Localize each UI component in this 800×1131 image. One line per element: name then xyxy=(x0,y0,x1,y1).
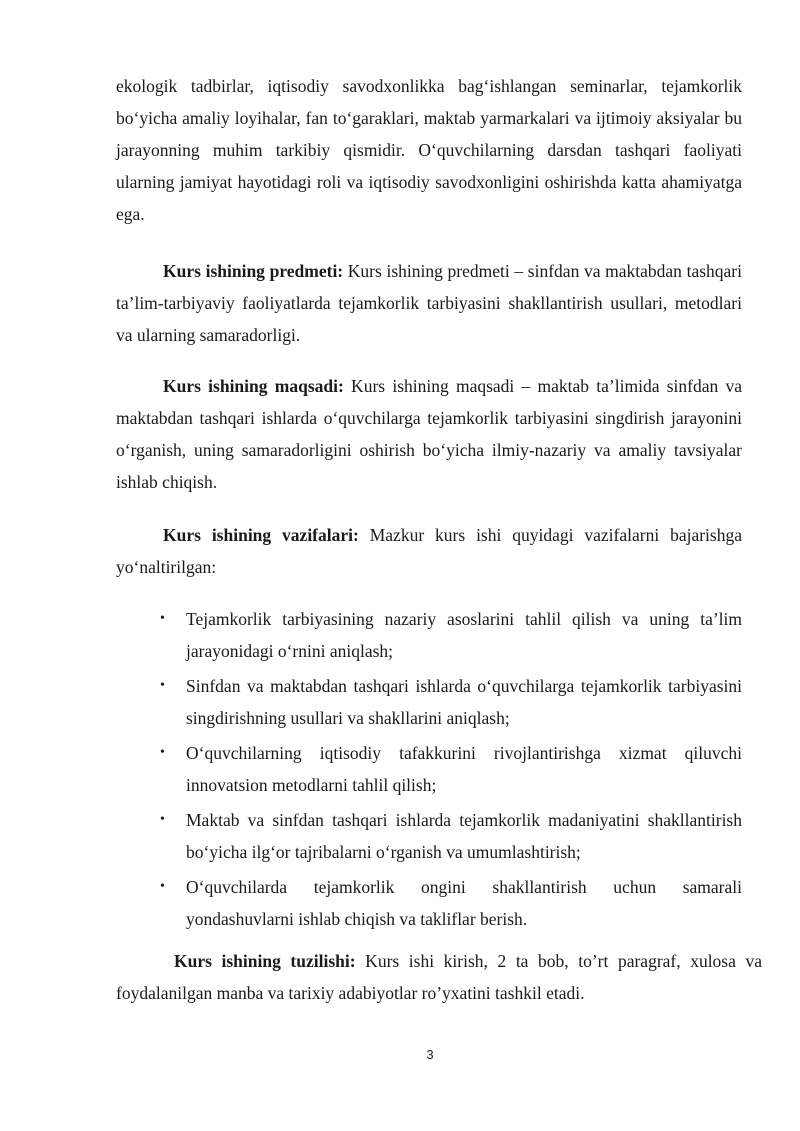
bullet-icon: • xyxy=(160,678,165,693)
subject-paragraph xyxy=(116,255,742,351)
list-item xyxy=(160,603,742,667)
bullet-icon: • xyxy=(160,745,165,760)
list-item-text: Sinfdan va maktabdan tashqari ishlarda o‘quvchilarga tejamkorlik tarbiyasini singdirishning usullari va shakllarini aniqlash; xyxy=(186,676,742,728)
list-item xyxy=(160,871,742,935)
bullet-icon: • xyxy=(160,611,165,626)
structure-label: Kurs ishining tuzilishi: xyxy=(174,951,356,971)
bullet-icon: • xyxy=(160,812,165,827)
list-item-text: Tejamkorlik tarbiyasining nazariy asoslarini tahlil qilish va uning ta’lim jarayonidagi o‘rnini aniqlash; xyxy=(186,609,742,661)
list-item xyxy=(160,737,742,801)
tasks-list xyxy=(160,603,742,938)
goal-text: Kurs ishining maqsadi – maktab ta’limida sinfdan va maktabdan tashqari ishlarda o‘quvchilarga tejamkorlik tarbiyasini singdirish jarayonini o‘rganish, uning samaradorligini oshirish bo‘yicha ilmiy-nazariy va amaliy tavsiyalar ishlab chiqish. xyxy=(116,376,742,492)
list-item-text: O‘quvchilarning iqtisodiy tafakkurini rivojlantirishga xizmat qiluvchi innovatsion metodlarni tahlil qilish; xyxy=(186,743,742,795)
bullet-icon: • xyxy=(160,879,165,894)
goal-label: Kurs ishining maqsadi: xyxy=(163,376,344,396)
subject-label: Kurs ishining predmeti: xyxy=(163,261,344,281)
tasks-paragraph xyxy=(116,519,742,583)
list-item-text: Maktab va sinfdan tashqari ishlarda tejamkorlik madaniyatini shakllantirish bo‘yicha ilg‘or tajribalarni o‘rganish va umumlashtirish; xyxy=(186,810,742,862)
page-number: 3 xyxy=(426,1047,434,1062)
tasks-label: Kurs ishining vazifalari: xyxy=(163,525,359,545)
intro-paragraph: ekologik tadbirlar, iqtisodiy savodxonlikka bag‘ishlangan seminarlar, tejamkorlik bo‘yicha amaliy loyihalar, fan to‘garaklari, maktab yarmarkalari va ijtimoiy aksiyalar bu jarayonning muhim tarkibiy qismidir. O‘quvchilarning darsdan tashqari faoliyati ularning jamiyat hayotidagi roli va iqtisodiy savodxonligini oshirishda katta ahamiyatga ega. xyxy=(116,76,742,224)
tasks-intro-text: Mazkur kurs ishi quyidagi vazifalarni bajarishga yo‘naltirilgan: xyxy=(116,525,742,577)
structure-paragraph xyxy=(116,945,762,1009)
list-item-text: O‘quvchilarda tejamkorlik ongini shakllantirish uchun samarali yondashuvlarni ishlab chiqish va takliflar berish. xyxy=(186,877,742,929)
structure-text: Kurs ishi kirish, 2 ta bob, to’rt paragraf, xulosa va foydalanilgan manba va tarixiy adabiyotlar ro’yxatini tashkil etadi. xyxy=(116,951,762,1003)
list-item xyxy=(160,804,742,868)
list-item xyxy=(160,670,742,734)
subject-text: Kurs ishining predmeti – sinfdan va maktabdan tashqari ta’lim-tarbiyaviy faoliyatlarda tejamkorlik tarbiyasini shakllantirish usullari, metodlari va ularning samaradorligi. xyxy=(116,261,742,345)
goal-paragraph xyxy=(116,370,742,498)
